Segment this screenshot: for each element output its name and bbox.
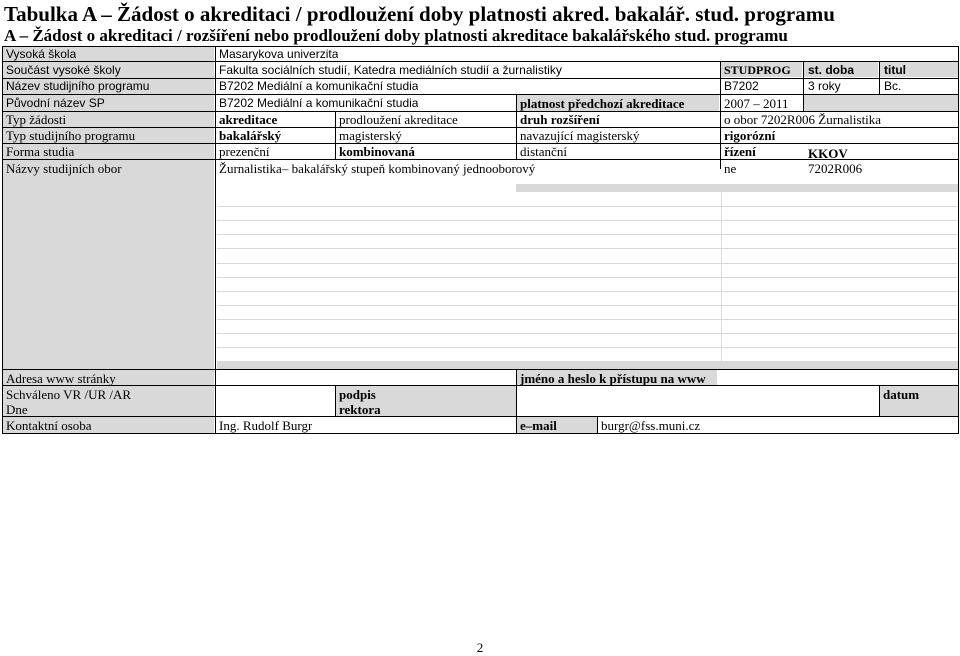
label-jmeno-heslo: jméno a heslo k přístupu na www <box>520 371 706 386</box>
white-cell-row <box>217 348 721 361</box>
rule <box>597 416 598 434</box>
grey-cell-empty-row <box>804 95 958 111</box>
label-email: e–mail <box>520 418 557 433</box>
white-cell-row <box>722 292 958 305</box>
label-nazvy-oboru: Názvy studijních obor <box>6 161 122 176</box>
white-cell-row <box>217 235 721 248</box>
label-rizeni: řízení <box>724 144 756 159</box>
value-platnost: 2007 – 2011 <box>724 96 789 111</box>
header-titul: titul <box>884 63 906 77</box>
white-cell-row <box>722 320 958 333</box>
rule <box>879 385 880 417</box>
option-prodlouzeni[interactable]: prodloužení akreditace <box>339 112 458 127</box>
label-dne: Dne <box>6 402 28 417</box>
value-nazev-oboru: Žurnalistika– bakalářský stupeň kombinovaný jednooborový <box>219 161 536 176</box>
rule <box>2 46 3 434</box>
white-cell-row <box>217 264 721 277</box>
option-magistersky[interactable]: magisterský <box>339 128 402 143</box>
option-distancni[interactable]: distanční <box>520 144 567 159</box>
white-cell-row <box>722 348 958 361</box>
rule <box>2 433 958 434</box>
rule <box>2 61 958 62</box>
value-program-titul: Bc. <box>884 79 902 93</box>
rule <box>2 385 958 386</box>
rule <box>215 46 216 434</box>
rule <box>335 111 336 160</box>
value-obor-code: 7202R006 <box>808 161 863 176</box>
rule <box>803 94 804 112</box>
rule <box>516 94 517 160</box>
rule <box>958 46 959 434</box>
white-cell-row <box>217 249 721 263</box>
option-rigorozni[interactable]: rigorózní <box>724 128 776 143</box>
label-nazev-programu: Název studijního programu <box>6 79 150 93</box>
rule <box>879 61 880 95</box>
white-cell-row <box>217 278 721 291</box>
label-soucast: Součást vysoké školy <box>6 63 121 77</box>
value-program-doba: 3 roky <box>808 79 841 93</box>
white-cell-row <box>217 320 721 333</box>
value-nazev-programu: B7202 Mediální a komunikační studia <box>219 79 419 93</box>
option-bakalarsky[interactable]: bakalářský <box>219 128 282 143</box>
value-vysoka-skola: Masarykova univerzita <box>219 47 339 61</box>
white-cell-row <box>722 192 958 206</box>
rule <box>2 416 958 417</box>
white-cell-row <box>722 278 958 291</box>
white-cell-row <box>722 264 958 277</box>
label-puvodni-nazev: Původní název SP <box>6 96 105 110</box>
rule <box>2 46 958 47</box>
grey-label-column-lower <box>2 183 214 369</box>
rule <box>335 385 336 417</box>
rule <box>2 94 958 95</box>
value-soucast: Fakulta sociálních studií, Katedra mediálních studií a žurnalistiky <box>219 63 562 77</box>
white-cell-row <box>722 249 958 263</box>
label-datum: datum <box>883 387 920 402</box>
label-schvaleno: Schváleno VR /UR /AR <box>6 387 132 402</box>
rule <box>803 61 804 95</box>
header-st-doba: st. doba <box>808 63 855 77</box>
value-obor: o obor 7202R006 Žurnalistika <box>724 112 882 127</box>
rule <box>516 369 517 434</box>
white-cell-row <box>217 306 721 319</box>
white-cell-row <box>217 292 721 305</box>
rule <box>2 143 958 144</box>
rule <box>2 127 958 128</box>
label-forma-studia: Forma studia <box>6 144 75 159</box>
white-cell-row <box>217 334 721 347</box>
label-podpis: podpis <box>339 387 376 402</box>
white-cell-row <box>722 306 958 319</box>
label-typ-zadosti: Typ žádosti <box>6 112 67 127</box>
option-kombinovana[interactable]: kombinovaná <box>339 144 415 159</box>
label-vysoka-skola: Vysoká škola <box>6 47 77 61</box>
option-prezencni[interactable]: prezenční <box>219 144 270 159</box>
label-typ-programu: Typ studijního programu <box>6 128 136 143</box>
label-platnost: platnost předchozí akreditace <box>520 96 685 111</box>
page-title: Tabulka A – Žádost o akreditaci / prodloužení doby platnosti akred. bakalář. stud. programu <box>4 2 835 26</box>
option-navazujici[interactable]: navazující magisterský <box>520 128 640 143</box>
page-number: 2 <box>476 640 484 655</box>
label-adresa-www: Adresa www stránky <box>6 371 116 386</box>
rule <box>720 61 721 169</box>
option-druh-rozsireni[interactable]: druh rozšíření <box>520 112 600 127</box>
white-cell-row <box>722 235 958 248</box>
label-kontaktni-osoba: Kontaktní osoba <box>6 418 92 433</box>
label-kkov: KKOV <box>808 146 848 161</box>
white-cell-row <box>722 334 958 347</box>
value-program-code: B7202 <box>724 79 759 93</box>
value-kontakt-name: Ing. Rudolf Burgr <box>219 418 313 433</box>
value-email[interactable]: burgr@fss.muni.cz <box>601 418 701 433</box>
white-cell-row <box>722 221 958 234</box>
white-cell-row <box>217 221 721 234</box>
label-rektora: rektora <box>339 402 381 417</box>
option-akreditace[interactable]: akreditace <box>219 112 278 127</box>
value-obor-ne: ne <box>724 161 737 176</box>
value-puvodni-nazev: B7202 Mediální a komunikační studia <box>219 96 419 110</box>
white-cell-row <box>217 207 721 220</box>
white-cell-row <box>217 192 721 206</box>
rule <box>2 369 958 370</box>
white-cell-row <box>722 207 958 220</box>
header-studprog: STUDPROG <box>724 63 791 77</box>
page-subtitle: A – Žádost o akreditaci / rozšíření nebo prodloužení doby platnosti akreditace bakalářského stud. programu <box>4 26 788 45</box>
